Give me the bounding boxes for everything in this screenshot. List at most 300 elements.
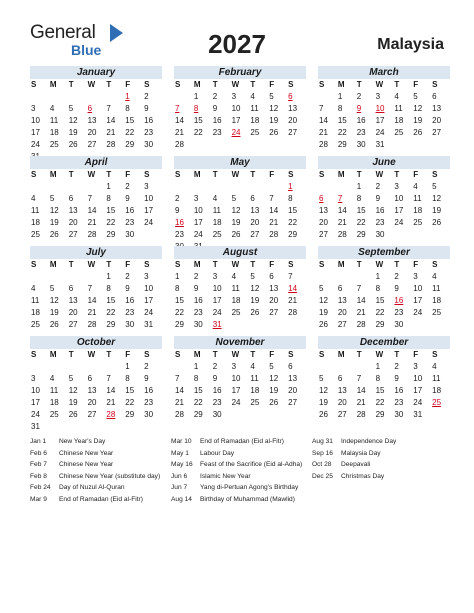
weekday-label: S [31,260,37,269]
day-cell: 10 [31,386,40,395]
day-cell: 12 [413,104,423,113]
day-cell: 23 [394,308,404,317]
month-june [318,156,450,241]
day-cell: 14 [269,206,279,215]
day-cell: 15 [193,386,203,395]
holiday-day-cell: 28 [106,410,116,419]
day-cell: 9 [193,284,199,293]
day-cell: 10 [413,284,423,293]
day-cell: 14 [87,296,97,305]
weekday-label: S [144,80,150,89]
holiday-name: Feast of the Sacrifice (Eid al-Adha) [200,461,303,469]
weekday-label: S [432,350,438,359]
day-cell: 7 [269,194,274,203]
day-cell: 25 [231,308,241,317]
day-cell: 9 [125,194,130,203]
weekday-label: T [250,350,256,359]
weekday-label: M [49,80,57,89]
day-cell: 27 [68,320,78,329]
day-cell: 15 [125,386,135,395]
day-cell: 1 [375,272,381,281]
day-cell: 21 [288,296,298,305]
day-cell: 18 [49,398,59,407]
day-cell: 15 [337,116,347,125]
weekday-label: F [269,260,275,269]
day-cell: 14 [175,386,184,395]
holiday-day-cell: 24 [231,128,241,137]
holiday-item [30,484,167,492]
day-cell: 15 [193,116,203,125]
holiday-day-cell: 14 [288,284,298,293]
day-cell: 18 [31,218,40,227]
holiday-column [30,438,167,508]
day-grid [318,271,450,331]
day-cell: 16 [394,386,404,395]
holiday-item [312,450,449,458]
weekday-label: S [432,170,438,179]
weekday-row [30,79,162,91]
holiday-item [312,461,449,469]
holiday-item [312,473,449,481]
holiday-name: Christmas Day [341,472,385,480]
day-cell: 3 [31,374,36,383]
day-cell: 24 [193,230,203,239]
day-cell: 23 [212,398,222,407]
day-cell: 22 [106,308,116,317]
holiday-day-cell: 16 [175,218,184,227]
weekday-label: S [319,170,325,179]
day-cell: 7 [106,374,111,383]
day-cell: 28 [337,230,347,239]
month-title: February [174,66,306,79]
holiday-date: Feb 24 [30,484,51,492]
weekday-label: T [68,80,74,89]
empty-day-cell [30,361,49,373]
day-cell: 11 [250,104,259,113]
day-cell: 28 [87,320,97,329]
day-cell: 9 [144,104,149,113]
day-cell: 15 [125,116,135,125]
day-cell: 10 [144,194,154,203]
day-cell: 3 [413,362,418,371]
day-cell: 23 [356,128,366,137]
day-cell: 2 [144,92,149,101]
day-cell: 21 [175,398,184,407]
holiday-name: Deepavali [341,461,371,469]
weekday-label: S [175,170,181,179]
month-february [174,66,306,151]
month-april [30,156,162,241]
day-cell: 29 [375,320,385,329]
weekday-label: M [193,170,201,179]
month-title: September [318,246,450,259]
day-cell: 2 [125,272,130,281]
empty-day-cell [231,181,250,193]
day-cell: 14 [319,116,328,125]
weekday-label: S [175,80,181,89]
empty-day-cell [49,91,68,103]
day-cell: 25 [413,218,423,227]
day-cell: 19 [68,398,78,407]
day-cell: 17 [413,296,423,305]
day-cell: 29 [106,320,116,329]
weekday-label: F [413,170,419,179]
day-cell: 18 [394,116,404,125]
month-title: November [174,336,306,349]
day-cell: 16 [125,206,135,215]
weekday-label: T [394,170,400,179]
weekday-label: T [106,80,112,89]
day-cell: 19 [250,296,260,305]
day-cell: 18 [212,218,222,227]
day-cell: 3 [375,92,381,101]
holiday-day-cell: 16 [394,296,404,305]
month-march [318,66,450,151]
weekday-label: W [375,350,384,359]
day-cell: 20 [432,116,442,125]
day-cell: 5 [319,374,324,383]
weekday-label: M [193,80,201,89]
day-cell: 6 [87,374,93,383]
day-cell: 27 [68,230,78,239]
day-cell: 27 [337,320,347,329]
day-cell: 25 [250,398,260,407]
holiday-name: Malaysia Day [341,449,381,457]
day-cell: 1 [193,92,199,101]
weekday-label: F [413,350,419,359]
country-name: Malaysia [377,36,444,53]
weekday-label: W [87,260,96,269]
weekday-row [318,259,450,271]
day-cell: 24 [231,398,241,407]
day-cell: 21 [337,218,347,227]
weekday-label: M [337,170,345,179]
weekday-label: T [212,80,218,89]
day-cell: 25 [49,410,59,419]
empty-day-cell [249,181,268,193]
day-cell: 26 [49,230,59,239]
day-cell: 22 [356,218,366,227]
day-cell: 23 [375,218,385,227]
holiday-item [30,473,167,481]
day-cell: 2 [375,182,381,191]
day-cell: 1 [106,272,111,281]
day-cell: 18 [231,296,241,305]
day-cell: 3 [394,182,399,191]
day-cell: 14 [87,206,97,215]
day-cell: 20 [337,308,347,317]
weekday-label: T [394,260,400,269]
day-cell: 22 [288,218,298,227]
day-cell: 9 [375,194,381,203]
empty-day-cell [105,91,124,103]
day-cell: 16 [356,116,366,125]
day-cell: 13 [68,206,78,215]
weekday-label: F [269,350,275,359]
day-cell: 30 [394,410,404,419]
day-cell: 18 [413,206,423,215]
holiday-day-cell: 1 [288,182,293,191]
weekday-label: T [212,260,218,269]
weekday-label: S [31,170,37,179]
day-cell: 11 [432,374,441,383]
day-cell: 29 [125,140,135,149]
empty-day-cell [87,361,106,373]
empty-day-cell [105,361,124,373]
holiday-name: Chinese New Year [59,461,114,469]
holiday-date: Sep 16 [312,449,333,457]
day-cell: 13 [319,206,328,215]
day-cell: 8 [106,194,111,203]
day-cell: 2 [212,362,218,371]
day-cell: 25 [394,128,404,137]
day-cell: 30 [394,320,404,329]
day-cell: 15 [106,296,116,305]
day-cell: 12 [68,386,78,395]
holiday-name: Islamic New Year [200,472,251,480]
day-grid [30,181,162,241]
day-cell: 25 [49,140,59,149]
day-cell: 11 [231,284,240,293]
day-cell: 4 [49,374,55,383]
holiday-column [312,438,449,484]
empty-day-cell [337,271,356,283]
weekday-row [30,259,162,271]
holiday-item [30,496,167,504]
day-cell: 6 [432,92,437,101]
day-cell: 20 [288,116,298,125]
holiday-day-cell: 8 [193,104,199,113]
empty-day-cell [337,361,356,373]
day-cell: 25 [250,128,260,137]
holiday-day-cell: 6 [319,194,324,203]
month-title: July [30,246,162,259]
day-cell: 26 [432,218,442,227]
day-cell: 23 [125,308,135,317]
day-cell: 1 [125,362,130,371]
weekday-label: T [356,350,362,359]
holiday-item [30,438,167,446]
weekday-label: T [250,170,256,179]
empty-day-cell [68,361,87,373]
weekday-label: T [212,350,218,359]
day-cell: 26 [231,230,241,239]
day-cell: 19 [49,218,59,227]
weekday-label: W [231,80,240,89]
weekday-label: T [356,80,362,89]
day-cell: 23 [175,230,184,239]
day-cell: 17 [231,386,241,395]
day-cell: 22 [106,218,116,227]
day-cell: 14 [356,386,366,395]
day-cell: 27 [87,410,97,419]
day-cell: 8 [125,104,130,113]
day-grid [30,271,162,331]
day-cell: 6 [269,272,274,281]
empty-day-cell [356,361,375,373]
holiday-date: Jan 1 [30,438,47,445]
holiday-item [171,484,308,492]
empty-day-cell [356,271,375,283]
day-cell: 26 [269,128,279,137]
weekday-label: T [356,260,362,269]
weekday-label: S [319,350,325,359]
empty-day-cell [193,181,212,193]
day-cell: 2 [212,92,218,101]
holiday-date: Feb 6 [30,449,47,457]
weekday-label: W [231,170,240,179]
day-cell: 13 [87,386,97,395]
day-cell: 23 [144,128,154,137]
month-july [30,246,162,331]
day-cell: 1 [337,92,343,101]
day-cell: 27 [288,128,298,137]
holiday-day-cell: 31 [212,320,222,329]
day-cell: 11 [250,374,259,383]
holiday-name: Chinese New Year [59,449,114,457]
day-cell: 18 [432,386,442,395]
day-cell: 29 [175,320,184,329]
day-cell: 12 [269,104,279,113]
weekday-label: T [68,350,74,359]
day-cell: 22 [375,308,385,317]
day-cell: 28 [175,410,184,419]
day-cell: 21 [319,128,328,137]
month-november [174,336,306,421]
day-cell: 21 [106,128,116,137]
day-cell: 13 [250,206,260,215]
weekday-label: T [394,350,400,359]
day-cell: 4 [212,194,218,203]
weekday-row [318,169,450,181]
day-cell: 9 [125,284,130,293]
day-cell: 10 [413,374,423,383]
day-cell: 13 [288,104,298,113]
weekday-row [174,349,306,361]
day-cell: 20 [68,308,78,317]
day-cell: 4 [231,272,237,281]
day-cell: 25 [432,308,442,317]
day-cell: 10 [212,284,222,293]
month-title: March [318,66,450,79]
day-cell: 5 [269,362,274,371]
day-grid [174,271,306,331]
holiday-day-cell: 7 [337,194,343,203]
day-cell: 11 [49,116,59,125]
day-cell: 2 [394,362,399,371]
day-cell: 4 [250,92,255,101]
day-cell: 19 [432,206,442,215]
day-cell: 4 [413,182,418,191]
day-cell: 26 [68,140,78,149]
weekday-label: S [144,170,150,179]
day-cell: 21 [175,128,184,137]
month-title: April [30,156,162,169]
day-cell: 19 [319,398,328,407]
day-cell: 6 [337,284,343,293]
day-grid [318,91,450,151]
day-cell: 20 [337,398,347,407]
day-cell: 7 [175,374,180,383]
day-cell: 29 [106,230,116,239]
holiday-date: Mar 9 [30,495,47,503]
day-cell: 26 [68,410,78,419]
day-cell: 20 [288,386,298,395]
day-cell: 21 [87,218,97,227]
day-cell: 10 [231,374,241,383]
day-cell: 11 [413,194,422,203]
day-cell: 5 [319,284,324,293]
holiday-name: End of Ramadan (Eid al-Fitr) [59,495,143,503]
day-cell: 11 [432,284,441,293]
day-cell: 16 [144,116,154,125]
holiday-date: Aug 31 [312,438,333,445]
day-cell: 16 [212,386,222,395]
day-cell: 7 [87,194,93,203]
holiday-item [171,450,308,458]
holiday-name: Day of Nuzul Al-Quran [59,484,125,492]
day-cell: 17 [212,296,222,305]
day-cell: 4 [432,272,437,281]
holiday-item [171,473,308,481]
day-cell: 3 [144,182,149,191]
weekday-row [30,169,162,181]
day-cell: 2 [175,194,180,203]
day-cell: 20 [319,218,328,227]
day-cell: 14 [106,386,116,395]
day-cell: 8 [375,284,381,293]
day-cell: 10 [193,206,203,215]
day-cell: 24 [31,140,40,149]
day-cell: 7 [87,284,93,293]
weekday-label: S [288,80,294,89]
month-title: May [174,156,306,169]
day-cell: 3 [231,362,237,371]
holiday-date: Aug 14 [171,495,192,503]
day-cell: 15 [375,296,385,305]
logo-text-blue: Blue [71,42,102,58]
weekday-label: W [375,260,384,269]
empty-day-cell [174,181,193,193]
holiday-date: Jun 7 [171,484,188,492]
day-cell: 28 [175,140,184,149]
weekday-label: S [288,260,294,269]
day-cell: 20 [68,218,78,227]
empty-day-cell [49,181,68,193]
day-cell: 8 [288,194,293,203]
day-cell: 27 [269,308,279,317]
day-cell: 23 [125,218,135,227]
day-cell: 26 [269,398,279,407]
weekday-label: S [144,350,150,359]
weekday-label: F [413,260,419,269]
weekday-label: T [106,260,112,269]
empty-day-cell [30,91,49,103]
day-cell: 17 [31,128,40,137]
weekday-label: T [106,170,112,179]
empty-day-cell [30,181,49,193]
day-cell: 5 [68,104,74,113]
weekday-row [174,169,306,181]
day-cell: 17 [394,206,404,215]
holiday-day-cell: 6 [87,104,93,113]
month-title: January [30,66,162,79]
day-cell: 21 [106,398,116,407]
empty-day-cell [318,361,337,373]
holiday-day-cell: 10 [375,104,385,113]
weekday-label: M [49,350,57,359]
day-cell: 8 [106,284,111,293]
